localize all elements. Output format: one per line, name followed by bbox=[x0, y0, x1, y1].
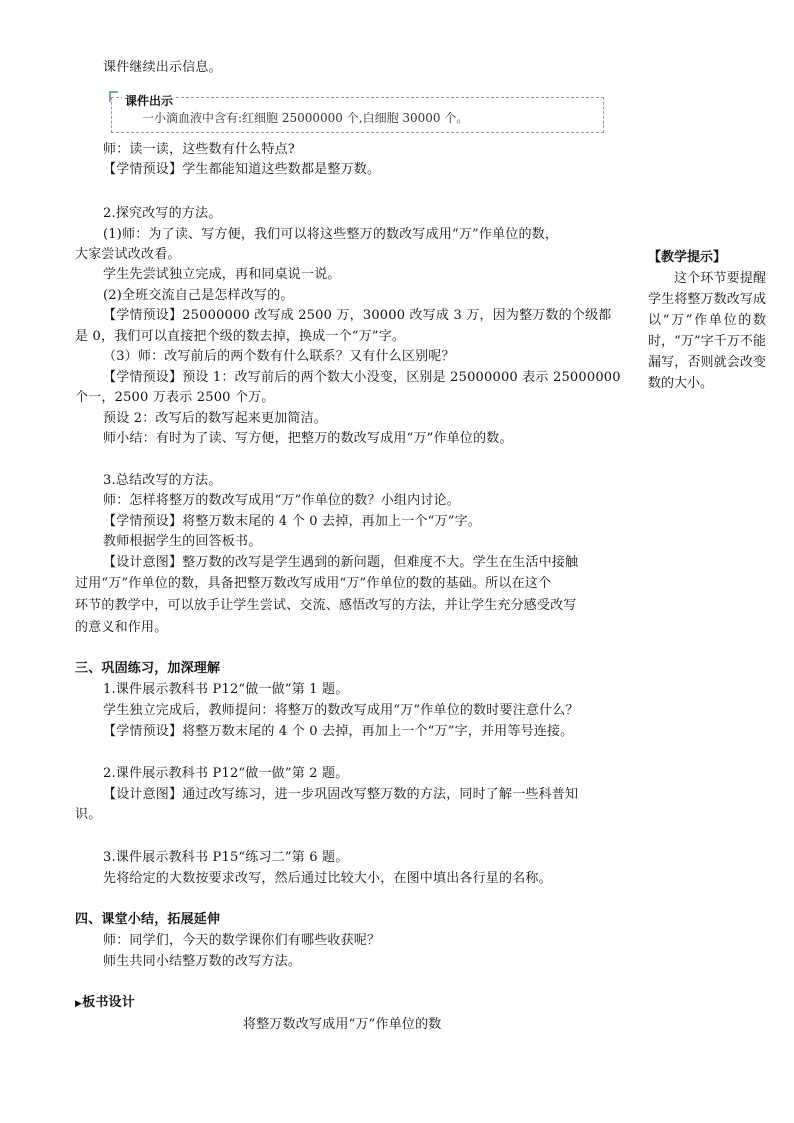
text-line: 师：同学们，今天的数学课你们有哪些收获呢？ bbox=[103, 933, 381, 948]
text-line: 【设计意图】通过改写练习，进一步巩固改写整万数的方法，同时了解一些科普知 bbox=[103, 787, 579, 802]
triangle-marker-icon: ▶ bbox=[75, 999, 83, 1009]
section-heading: 三、巩固练习，加深理解 bbox=[75, 661, 221, 676]
text-line: 【学情预设】25000000 改写成 2500 万，30000 改写成 3 万，因为整万数的个级都 bbox=[103, 308, 612, 323]
text-line: 【设计意图】整万数的改写是学生遇到的新问题，但难度不大。学生在生活中接触 bbox=[103, 555, 579, 570]
courseware-text: 一小滴血液中含有:红细胞 25000000 个,白细胞 30000 个。 bbox=[142, 111, 469, 125]
teaching-tip-sidebar bbox=[648, 248, 766, 394]
text-line: 师小结：有时为了读、写方便，把整万的数改写成用“万”作单位的数。 bbox=[103, 431, 513, 446]
text-line: 【学情预设】预设 1：改写前后的两个数大小没变，区别是 25000000 表示 25000000 bbox=[103, 370, 621, 385]
text-line: 学生独立完成后，教师提问：将整万的数改写成用“万”作单位的数时要注意什么？ bbox=[103, 703, 579, 718]
text-line: 【学情预设】学生都能知道这些数都是整万数。 bbox=[103, 162, 381, 177]
text-line: 预设 2：改写后的数写起来更加简洁。 bbox=[103, 411, 328, 426]
courseware-box bbox=[111, 94, 604, 133]
section-subheading: 3.总结改写的方法。 bbox=[103, 473, 222, 488]
text-line: 学生先尝试独立完成，再和同桌说一说。 bbox=[103, 267, 341, 282]
board-design-title: 板书设计 bbox=[82, 995, 135, 1010]
text-line: 【学情预设】将整万数末尾的 4 个 0 去掉，再加上一个“万”字，并用等号连接。 bbox=[103, 724, 574, 739]
teaching-tip-body: 这个环节要提醒学生将整万数改写成以“万”作单位的数时，“万”字千万不能漏写，否则就会改变数的大小。 bbox=[648, 271, 766, 391]
section-heading: 四、课堂小结，拓展延伸 bbox=[75, 912, 221, 927]
text-line: (1)师：为了读、写方便，我们可以将这些整万的数改写成用“万”作单位的数， bbox=[103, 227, 559, 242]
text-line: 1.课件展示教科书 P12“做一做”第 1 题。 bbox=[103, 682, 349, 697]
bracket-marker-icon bbox=[108, 89, 120, 103]
text-line: (2)全班交流自己是怎样改写的。 bbox=[103, 288, 294, 303]
courseware-label: 课件出示 bbox=[122, 94, 176, 108]
text-line: 师：怎样将整万的数改写成用“万”作单位的数？小组内讨论。 bbox=[103, 493, 460, 508]
board-design-heading bbox=[75, 993, 135, 1014]
text-line: 师生共同小结整万数的改写方法。 bbox=[103, 954, 302, 969]
text-line: 识。 bbox=[75, 807, 102, 822]
text-line: 是 0，我们可以直接把个级的数去掉，换成一个“万”字。 bbox=[75, 329, 406, 344]
text-line: 大家尝试改改看。 bbox=[75, 247, 181, 262]
text-line: 师：读一读，这些数有什么特点? bbox=[103, 142, 295, 157]
board-design-content: 将整万数改写成用“万”作单位的数 bbox=[243, 1017, 442, 1032]
teaching-tip-title: 【教学提示】 bbox=[648, 250, 727, 265]
text-line: 环节的教学中，可以放手让学生尝试、交流、感悟改写的方法，并让学生充分感受改写 bbox=[75, 598, 577, 613]
text-line: 的意义和作用。 bbox=[75, 620, 168, 635]
text-line: 个一，2500 万表示 2500 个万。 bbox=[75, 390, 275, 405]
text-line: （3）师：改写前后的两个数有什么联系？又有什么区别呢？ bbox=[103, 349, 455, 364]
intro-text: 课件继续出示信息。 bbox=[103, 60, 222, 75]
section-subheading: 3.课件展示教科书 P15“练习二”第 6 题。 bbox=[103, 850, 349, 865]
section-subheading: 2.探究改写的方法。 bbox=[103, 206, 222, 221]
text-line: 教师根据学生的回答板书。 bbox=[103, 534, 262, 549]
text-line: 【学情预设】将整万数末尾的 4 个 0 去掉，再加上一个“万”字。 bbox=[103, 514, 481, 529]
text-line: 过用“万”作单位的数，具备把整万数改写成用“万”作单位的数的基础。所以在这个 bbox=[75, 576, 552, 591]
text-line: 先将给定的大数按要求改写，然后通过比较大小，在图中填出各行星的名称。 bbox=[103, 871, 552, 886]
section-subheading: 2.课件展示教科书 P12“做一做”第 2 题。 bbox=[103, 766, 349, 781]
